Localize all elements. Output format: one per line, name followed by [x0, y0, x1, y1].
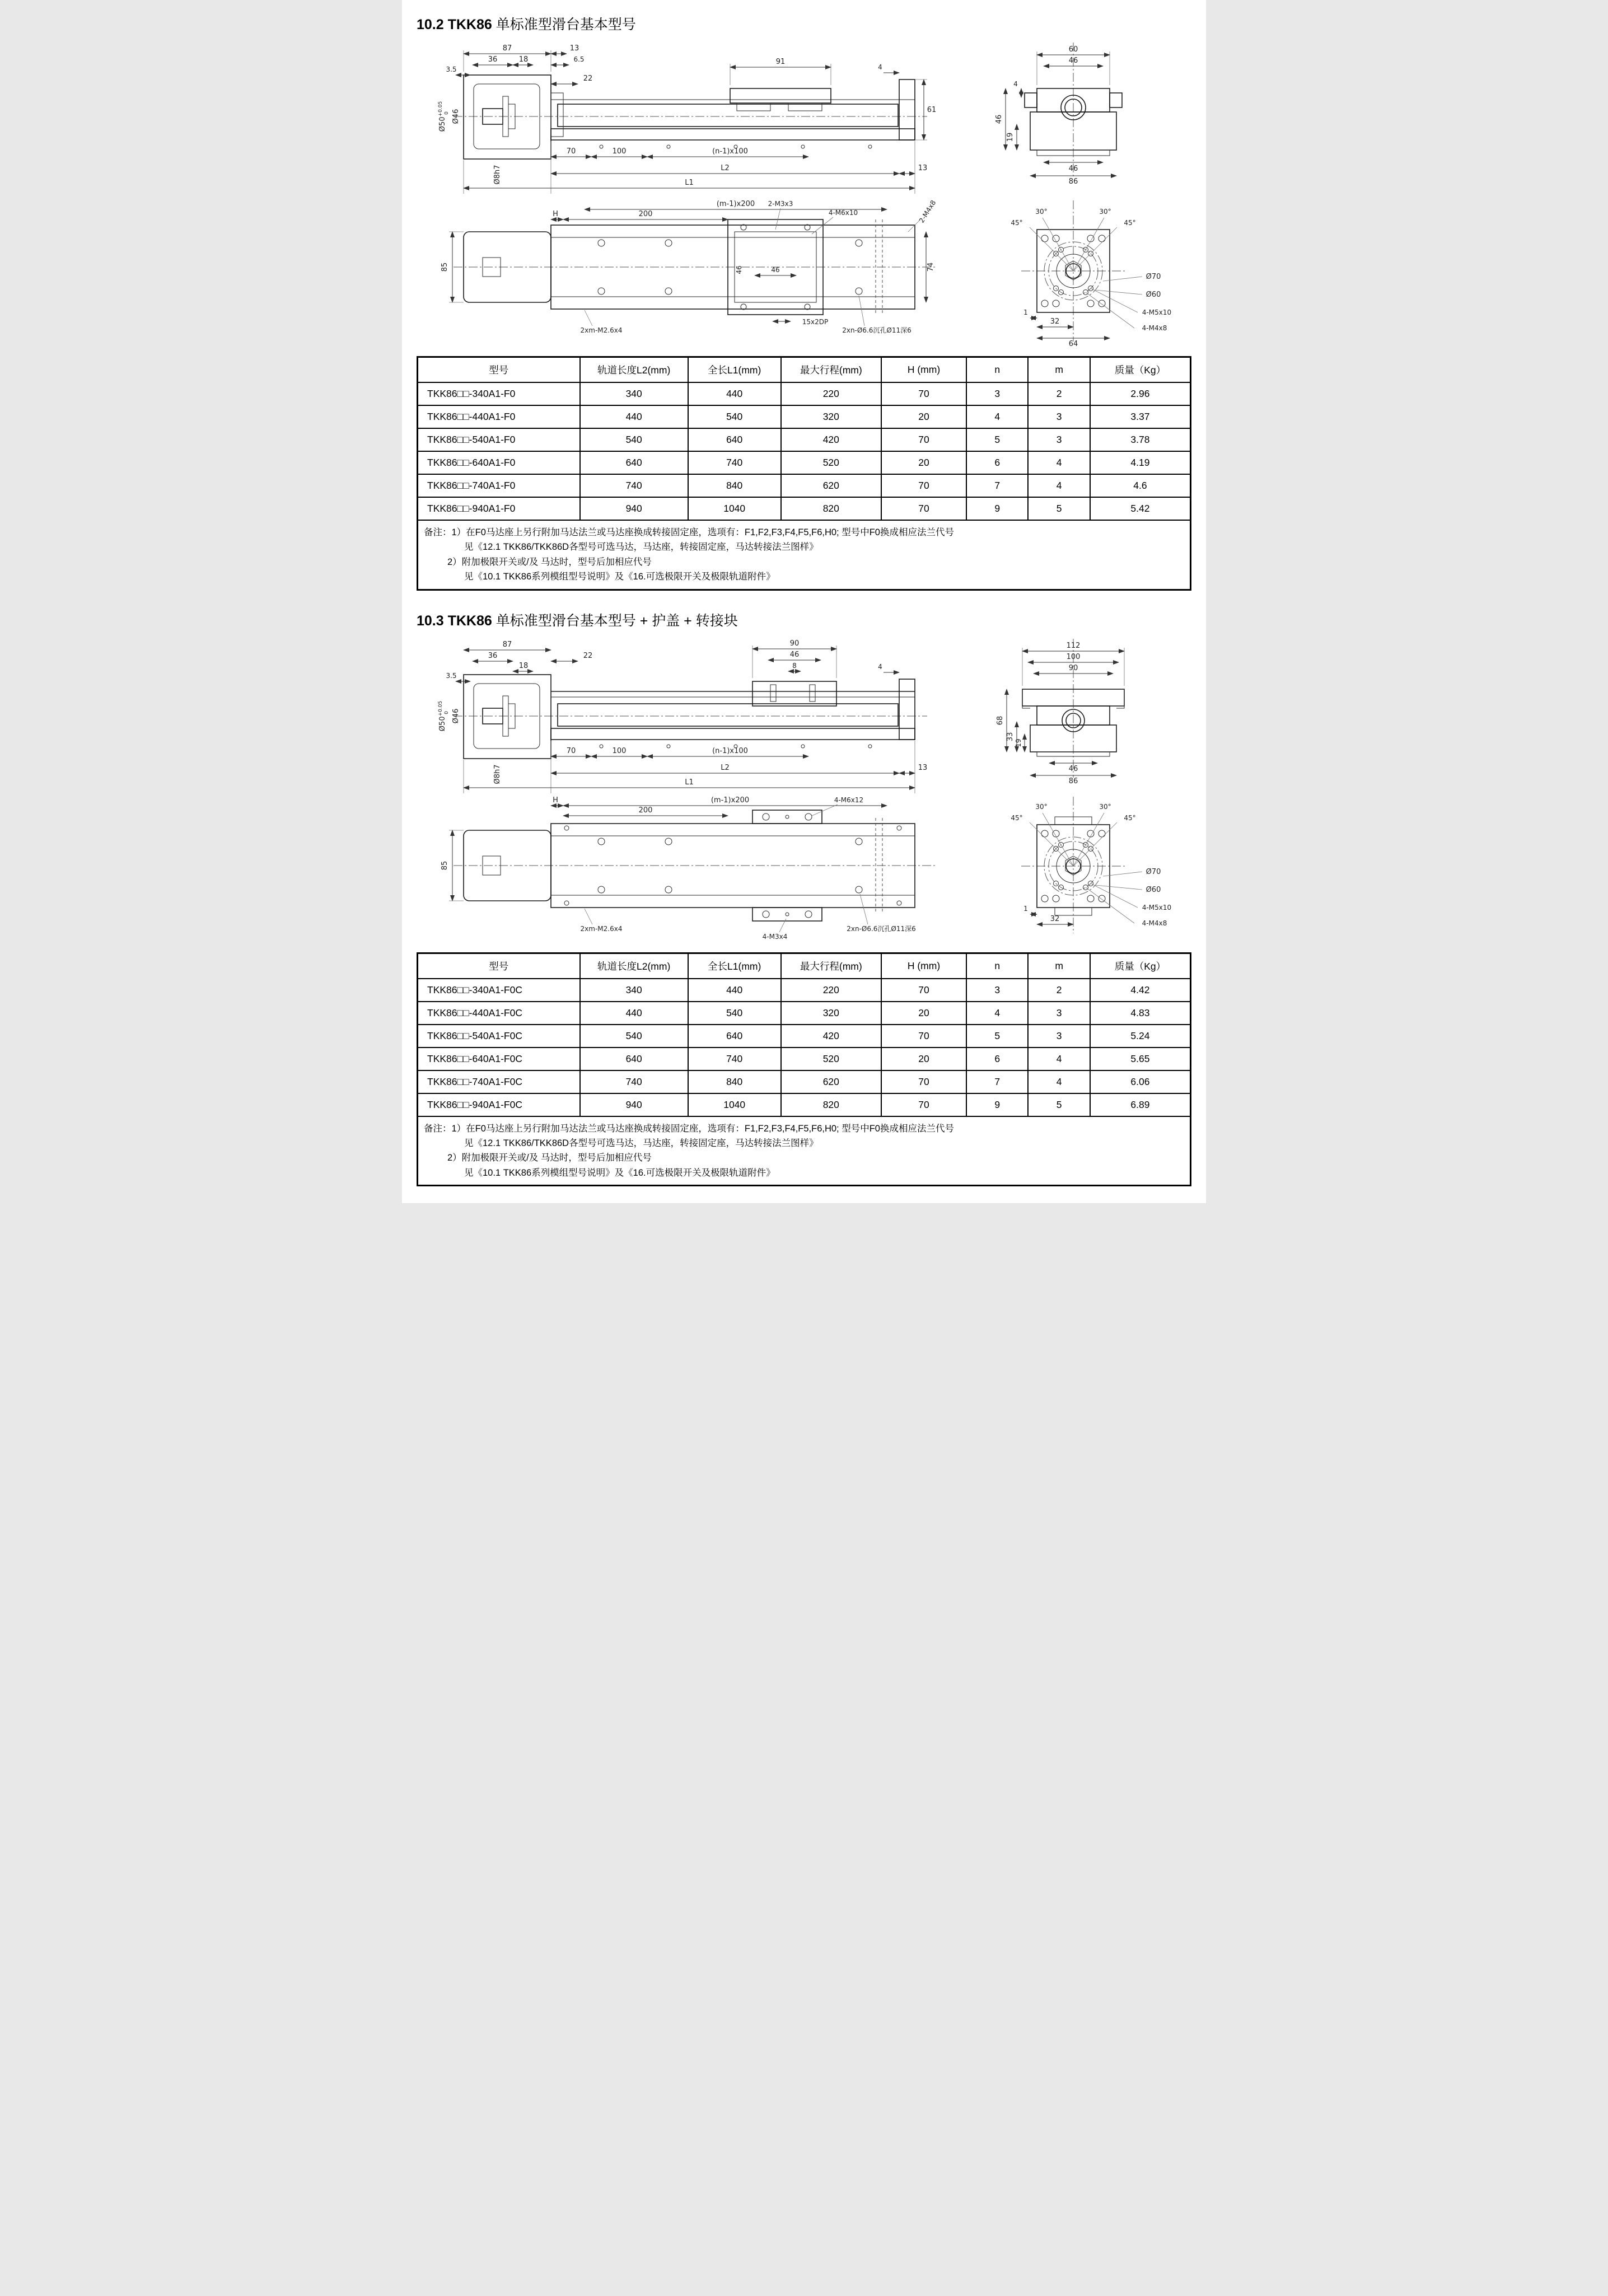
cell-model: TKK86□□-340A1-F0: [418, 382, 580, 405]
technical-drawing-10-3: [417, 631, 1191, 944]
dim-4-M4x8: 4-M4x8: [1142, 919, 1167, 927]
cell: 20: [881, 451, 966, 474]
col-header-l2: 轨道长度L2(mm): [580, 953, 688, 979]
col-header-l1: 全长L1(mm): [688, 357, 781, 383]
cell: 3.37: [1090, 405, 1191, 428]
col-header-m: m: [1028, 357, 1090, 383]
cell: 320: [781, 405, 882, 428]
dim-4-M4x8: 4-M4x8: [1142, 324, 1167, 332]
cell: 540: [688, 1002, 781, 1025]
dim-60: 60: [1068, 45, 1078, 54]
cell-model: TKK86□□-340A1-F0C: [418, 979, 580, 1002]
dim-m-1x200: (m-1)x200: [716, 200, 755, 208]
dim-87: 87: [502, 640, 512, 649]
dim-30-right: 30°: [1099, 802, 1111, 811]
dim-19: 19: [1006, 132, 1015, 142]
flange-view: [1011, 797, 1171, 933]
end-view: [996, 639, 1124, 785]
dim-22: 22: [583, 651, 593, 660]
dim-4-M6x10: 4-M6x10: [828, 209, 858, 217]
dim-dia8h7: Ø8h7: [493, 764, 502, 784]
cell: 440: [688, 979, 781, 1002]
dim-dia50: $Ø50^{+0.05}0$: [438, 700, 450, 731]
section-10-3: [417, 610, 1191, 1187]
dim-dia60: Ø60: [1146, 885, 1161, 894]
dim-1: 1: [1023, 308, 1028, 316]
dim-200: 200: [638, 210, 653, 218]
col-header-weight: 质量（Kg）: [1090, 357, 1191, 383]
table-row: [418, 405, 1191, 428]
dim-13: 13: [918, 763, 928, 772]
cell: 6: [966, 1048, 1028, 1070]
dim-74: 74: [927, 262, 935, 272]
dim-4: 4: [878, 63, 882, 71]
cell: 4.6: [1090, 474, 1191, 497]
dim-46-top: 46: [1068, 57, 1078, 65]
cell: 4: [1028, 1048, 1090, 1070]
notes-row: [418, 1116, 1191, 1186]
cell: 440: [688, 382, 781, 405]
flange-view: [1011, 200, 1171, 348]
cell: 4: [1028, 474, 1090, 497]
cell: 620: [781, 1070, 882, 1093]
cell: 5.24: [1090, 1025, 1191, 1048]
dim-4-M6x12: 4-M6x12: [834, 796, 864, 804]
dim-dia70: Ø70: [1146, 867, 1161, 876]
cell: 3: [966, 382, 1028, 405]
dim-46-bottom: 46: [1068, 165, 1078, 173]
cell-model: TKK86□□-440A1-F0: [418, 405, 580, 428]
dim-3-5: 3.5: [446, 671, 457, 680]
cell: 2.96: [1090, 382, 1191, 405]
table-header-row: [418, 953, 1191, 979]
side-view: [438, 44, 936, 194]
table-row: [418, 979, 1191, 1002]
dim-dia60: Ø60: [1146, 291, 1161, 299]
cell-model: TKK86□□-640A1-F0C: [418, 1048, 580, 1070]
dim-13-right: 13: [918, 164, 928, 172]
dim-112: 112: [1066, 641, 1081, 650]
dim-100: 100: [1066, 652, 1081, 661]
section-title: [417, 13, 1191, 34]
dim-87: 87: [502, 44, 512, 53]
cell: 3: [1028, 428, 1090, 451]
table-row: [418, 474, 1191, 497]
cell: 4: [966, 405, 1028, 428]
dim-18: 18: [518, 55, 529, 64]
dim-36: 36: [488, 651, 498, 660]
dim-4-M3x4: 4-M3x4: [762, 932, 788, 941]
cell: 4: [1028, 451, 1090, 474]
dim-45-left: 45°: [1011, 219, 1023, 227]
dim-2-M3x3: 2-M3x3: [768, 200, 793, 208]
cell: 420: [781, 428, 882, 451]
cell: 220: [781, 382, 882, 405]
dim-64: 64: [1068, 340, 1078, 348]
dim-85: 85: [441, 262, 449, 272]
cell: 3: [1028, 1002, 1090, 1025]
col-header-stroke: 最大行程(mm): [781, 953, 882, 979]
cell: 4: [1028, 1070, 1090, 1093]
cell-model: TKK86□□-940A1-F0C: [418, 1093, 580, 1116]
section-title: [417, 610, 1191, 630]
cell: 4.42: [1090, 979, 1191, 1002]
dim-dia46: Ø46: [452, 109, 460, 124]
dim-45-right: 45°: [1124, 219, 1136, 227]
dim-H: H: [553, 796, 558, 805]
cell: 540: [580, 1025, 688, 1048]
cell: 3: [966, 979, 1028, 1002]
table-row: [418, 382, 1191, 405]
table-row: [418, 1048, 1191, 1070]
cell: 3.78: [1090, 428, 1191, 451]
cell: 420: [781, 1025, 882, 1048]
dim-n-1x100: (n-1)x100: [712, 746, 748, 755]
cell: 740: [580, 1070, 688, 1093]
cell: 70: [881, 1070, 966, 1093]
cell: 70: [881, 382, 966, 405]
end-view: [995, 43, 1122, 186]
dim-L2: L2: [721, 164, 730, 172]
cell-model: TKK86□□-740A1-F0C: [418, 1070, 580, 1093]
cell: 640: [580, 1048, 688, 1070]
dim-15x2DP: 15x2DP: [802, 318, 829, 326]
dim-46-left: 46: [995, 114, 1003, 124]
section-title-text: 单标准型滑台基本型号 + 护盖 + 转接块: [492, 612, 738, 629]
dim-L1: L1: [685, 778, 694, 787]
dim-90: 90: [789, 639, 800, 648]
col-header-weight: 质量（Kg）: [1090, 953, 1191, 979]
drawing-area: [417, 35, 1191, 348]
cell: 540: [580, 428, 688, 451]
dim-18: 18: [518, 661, 529, 670]
cell: 620: [781, 474, 882, 497]
col-header-model: 型号: [418, 357, 580, 383]
table-row: [418, 1070, 1191, 1093]
dim-33: 33: [1006, 732, 1015, 741]
cell: 6: [966, 451, 1028, 474]
dim-46-vert: 46: [735, 265, 743, 274]
dim-dia46: Ø46: [452, 708, 460, 723]
notes-row: [418, 520, 1191, 590]
cell: 5.42: [1090, 497, 1191, 520]
cell: 940: [580, 1093, 688, 1116]
cell: 520: [781, 1048, 882, 1070]
note-line: 见《12.1 TKK86/TKK86D各型号可选马达，马达座，转接固定座，马达转接法兰图样》: [464, 1138, 819, 1148]
dim-46: 46: [789, 650, 800, 659]
cell: 340: [580, 979, 688, 1002]
cell: 820: [781, 497, 882, 520]
cell: 9: [966, 497, 1028, 520]
dim-4: 4: [878, 662, 882, 671]
table-row: [418, 451, 1191, 474]
section-title-number: 10.2 TKK86: [417, 17, 492, 32]
dim-70: 70: [566, 147, 576, 156]
datasheet-page: [402, 0, 1206, 1203]
dim-100: 100: [612, 147, 627, 156]
cell: 4.83: [1090, 1002, 1191, 1025]
cell: 640: [688, 428, 781, 451]
cell: 70: [881, 1025, 966, 1048]
dim-30-left: 30°: [1035, 802, 1048, 811]
dim-4-M5x10: 4-M5x10: [1142, 903, 1172, 911]
section-10-2: [417, 13, 1191, 591]
side-view: [438, 639, 927, 793]
dim-13: 13: [569, 44, 579, 53]
dim-70: 70: [566, 746, 576, 755]
dim-46-horiz: 46: [771, 266, 780, 274]
col-header-h: H (mm): [881, 953, 966, 979]
spec-table-10-2: [417, 356, 1191, 591]
dim-dia8h7: Ø8h7: [493, 165, 502, 185]
cell: 340: [580, 382, 688, 405]
cell: 520: [781, 451, 882, 474]
cell-model: TKK86□□-640A1-F0: [418, 451, 580, 474]
cell: 4: [966, 1002, 1028, 1025]
cell: 740: [688, 1048, 781, 1070]
cell: 5: [966, 428, 1028, 451]
cell: 3: [1028, 405, 1090, 428]
table-row: [418, 497, 1191, 520]
note-line: 备注：1）在F0马达座上另行附加马达法兰或马达座换成转接固定座，选项有：F1,F2,F3,F4,F5,F6,H0; 型号中F0换成相应法兰代号: [424, 1123, 954, 1134]
dim-m-1x200: (m-1)x200: [710, 796, 750, 805]
cell-model: TKK86□□-440A1-F0C: [418, 1002, 580, 1025]
cell: 4.19: [1090, 451, 1191, 474]
cell: 840: [688, 1070, 781, 1093]
cell: 440: [580, 405, 688, 428]
cell: 70: [881, 979, 966, 1002]
cell: 5: [1028, 1093, 1090, 1116]
dim-19: 19: [1015, 738, 1022, 747]
dim-counterbore: 2xn-Ø6.6沉孔Ø11深6: [847, 924, 916, 933]
note-line: 见《12.1 TKK86/TKK86D各型号可选马达，马达座，转接固定座，马达转接法兰图样》: [464, 542, 819, 553]
dim-90: 90: [1068, 663, 1078, 672]
section-title-text: 单标准型滑台基本型号: [492, 17, 636, 32]
note-line: 备注：1）在F0马达座上另行附加马达法兰或马达座换成转接固定座，选项有：F1,F2,F3,F4,F5,F6,H0; 型号中F0换成相应法兰代号: [424, 527, 954, 537]
cell: 5.65: [1090, 1048, 1191, 1070]
dim-45-left: 45°: [1011, 813, 1023, 822]
dim-36: 36: [488, 55, 498, 64]
cell: 5: [966, 1025, 1028, 1048]
dim-8: 8: [792, 661, 797, 670]
cell: 70: [881, 428, 966, 451]
spec-table-10-3: [417, 952, 1191, 1187]
col-header-l1: 全长L1(mm): [688, 953, 781, 979]
dim-91: 91: [775, 58, 786, 66]
cell: 640: [580, 451, 688, 474]
cell: 70: [881, 497, 966, 520]
dim-32: 32: [1050, 317, 1060, 326]
col-header-stroke: 最大行程(mm): [781, 357, 882, 383]
cell: 540: [688, 405, 781, 428]
dim-counterbore: 2xn-Ø6.6沉孔Ø11深6: [842, 326, 911, 334]
cell: 640: [688, 1025, 781, 1048]
top-view: [441, 796, 937, 941]
dim-L1: L1: [685, 179, 694, 187]
col-header-model: 型号: [418, 953, 580, 979]
cell: 320: [781, 1002, 882, 1025]
dim-4-end: 4: [1013, 80, 1018, 88]
dim-H: H: [553, 210, 558, 218]
col-header-h: H (mm): [881, 357, 966, 383]
dim-L2: L2: [721, 763, 730, 772]
dim-n-1x100: (n-1)x100: [712, 147, 748, 156]
dim-200: 200: [638, 806, 653, 815]
cell: 740: [688, 451, 781, 474]
dim-100: 100: [612, 746, 627, 755]
cell: 1040: [688, 497, 781, 520]
dim-45-right: 45°: [1124, 813, 1136, 822]
dim-1: 1: [1023, 904, 1028, 913]
note-line: 2）附加极限开关或/及 马达时，型号后加相应代号: [447, 1153, 652, 1163]
dim-86: 86: [1068, 777, 1078, 785]
cell: 6.89: [1090, 1093, 1191, 1116]
dim-32: 32: [1050, 914, 1060, 923]
dim-46: 46: [1068, 764, 1078, 773]
cell: 7: [966, 1070, 1028, 1093]
note-line: 见《10.1 TKK86系列模组型号说明》及《16.可选极限开关及极限轨道附件》: [464, 1167, 775, 1178]
cell-model: TKK86□□-940A1-F0: [418, 497, 580, 520]
cell: 70: [881, 474, 966, 497]
cell: 440: [580, 1002, 688, 1025]
dim-68: 68: [996, 716, 1004, 725]
dim-85: 85: [441, 861, 449, 870]
cell-model: TKK86□□-740A1-F0: [418, 474, 580, 497]
col-header-n: n: [966, 953, 1028, 979]
note-line: 2）附加极限开关或/及 马达时，型号后加相应代号: [447, 557, 652, 567]
dim-2xm-M2-6x4: 2xm-M2.6x4: [580, 326, 623, 334]
cell: 740: [580, 474, 688, 497]
note-line: 见《10.1 TKK86系列模组型号说明》及《16.可选极限开关及极限轨道附件》: [464, 572, 775, 582]
cell-model: TKK86□□-540A1-F0: [418, 428, 580, 451]
cell: 220: [781, 979, 882, 1002]
dim-2xm-M2-6x4: 2xm-M2.6x4: [580, 924, 623, 933]
col-header-m: m: [1028, 953, 1090, 979]
cell: 940: [580, 497, 688, 520]
dim-6-5: 6.5: [573, 55, 585, 63]
dim-dia50: $Ø50^{+0.05}0$: [438, 101, 450, 132]
cell: 2: [1028, 382, 1090, 405]
dim-dia70: Ø70: [1146, 273, 1161, 281]
cell: 20: [881, 405, 966, 428]
cell: 70: [881, 1093, 966, 1116]
section-title-number: 10.3 TKK86: [417, 612, 492, 629]
dim-3-5: 3.5: [446, 66, 457, 73]
table-row: [418, 1002, 1191, 1025]
cell: 20: [881, 1002, 966, 1025]
cell: 7: [966, 474, 1028, 497]
dim-30-left: 30°: [1035, 208, 1048, 216]
table-header-row: [418, 357, 1191, 383]
dim-4-M5x10: 4-M5x10: [1142, 308, 1172, 316]
dim-2-M4x8: 2-M4x8: [917, 199, 938, 225]
table-row: [418, 1093, 1191, 1116]
technical-drawing-10-2: [417, 35, 1191, 348]
top-view: [441, 199, 937, 334]
col-header-l2: 轨道长度L2(mm): [580, 357, 688, 383]
drawing-area: [417, 631, 1191, 944]
dim-22: 22: [583, 74, 593, 83]
cell: 2: [1028, 979, 1090, 1002]
cell: 5: [1028, 497, 1090, 520]
cell: 820: [781, 1093, 882, 1116]
dim-30-right: 30°: [1099, 208, 1111, 216]
cell: 1040: [688, 1093, 781, 1116]
cell-model: TKK86□□-540A1-F0C: [418, 1025, 580, 1048]
dim-61: 61: [927, 106, 937, 114]
cell: 6.06: [1090, 1070, 1191, 1093]
col-header-n: n: [966, 357, 1028, 383]
table-row: [418, 1025, 1191, 1048]
cell: 840: [688, 474, 781, 497]
table-row: [418, 428, 1191, 451]
cell: 9: [966, 1093, 1028, 1116]
cell: 3: [1028, 1025, 1090, 1048]
cell: 20: [881, 1048, 966, 1070]
dim-86: 86: [1068, 177, 1078, 186]
